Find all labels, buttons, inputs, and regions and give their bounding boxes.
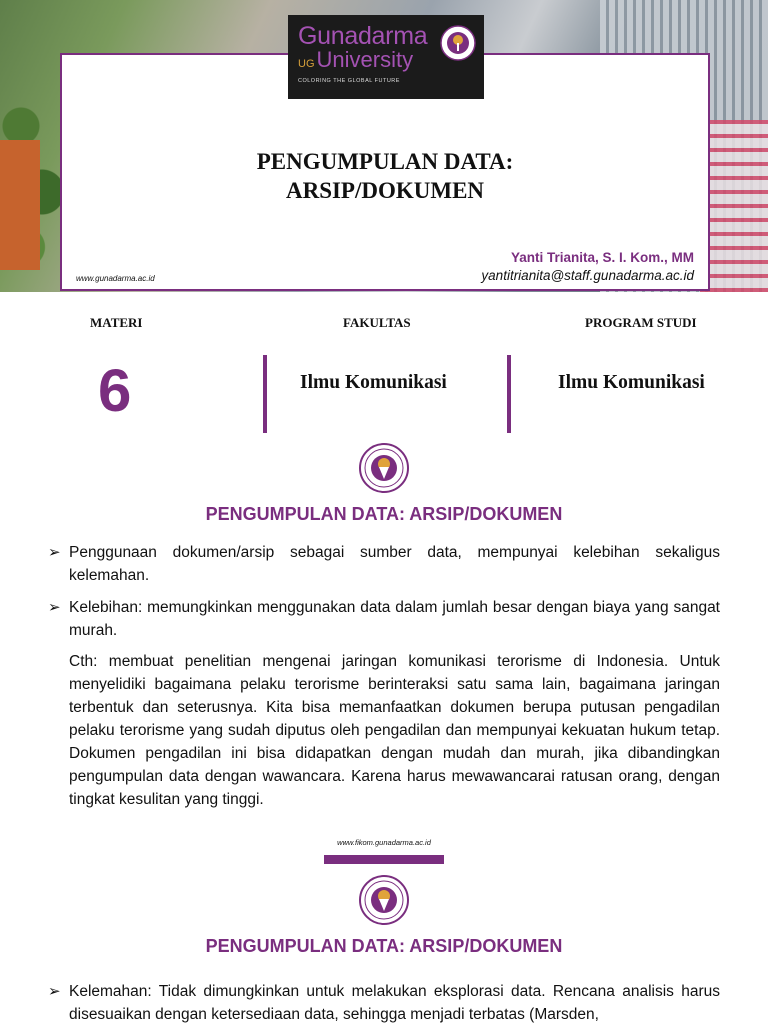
prodi-label: PROGRAM STUDI xyxy=(585,315,697,330)
divider xyxy=(507,355,511,433)
author-name: Yanti Trianita, S. I. Kom., MM xyxy=(510,250,694,265)
footer-url[interactable]: www.fikom.gunadarma.ac.id xyxy=(337,838,431,847)
cover-background xyxy=(0,0,768,292)
fakultas-value: Ilmu Komunikasi xyxy=(300,372,447,393)
logo-ug: UG xyxy=(298,58,315,70)
arrow-bullet-icon: ➢ xyxy=(48,599,61,616)
materi-label: MATERI xyxy=(90,315,143,330)
author-email[interactable]: yantitrianita@staff.gunadarma.ac.id xyxy=(481,268,694,283)
cover-title-line: PENGUMPULAN DATA: xyxy=(256,149,514,174)
arrow-bullet-icon: ➢ xyxy=(48,983,61,1000)
university-seal-icon xyxy=(359,443,409,493)
fakultas-label: FAKULTAS xyxy=(343,315,411,330)
materi-number: 6 xyxy=(98,357,132,424)
arrow-bullet-icon: ➢ xyxy=(48,544,61,561)
university-seal-icon xyxy=(359,875,409,925)
prodi-value: Ilmu Komunikasi xyxy=(558,372,705,393)
list-item-text: Kelemahan: Tidak dimungkinkan untuk melakukan eksplorasi data. Rencana analisis harus disesuaikan dengan ketersediaan data, sehingga menjadi terbatas (Marsden, xyxy=(69,983,720,1023)
list-item-text: Kelebihan: memungkinkan menggunakan data dalam jumlah besar dengan biaya yang sangat murah. xyxy=(69,599,720,639)
cover-card xyxy=(60,22,710,291)
section-heading: PENGUMPULAN DATA: ARSIP/DOKUMEN xyxy=(205,936,563,956)
seal-icon xyxy=(440,25,476,61)
cover-title xyxy=(62,147,708,205)
cover-title-line: ARSIP/DOKUMEN xyxy=(285,178,485,203)
example-paragraph: Cth: membuat penelitian mengenai jaringan komunikasi terorisme di Indonesia. Untuk menyelidiki bagaimana pelaku terorisme berinteraksi satu sama lain, bagaimana jaringan terbentuk dan seterusnya. Kita bisa memanfaatkan dokumen berupa putusan pengadilan pelaku terorisme yang sudah diputus oleh pengadilan dan mempunyai kekuatan hukum tetap. Dokumen pengadilan ini bisa didapatkan dengan mudah dan murah, jika dibandingkan pengumpulan data dengan wawancara. Karena harus mewawancarai ratusan orang, dengan tingkat kesulitan yang tinggi. xyxy=(69,653,720,808)
university-logo xyxy=(288,15,484,99)
building-decoration xyxy=(700,120,768,292)
building-decoration xyxy=(0,140,40,270)
list-item-text: Penggunaan dokumen/arsip sebagai sumber data, mempunyai kelebihan sekaligus kelemahan. xyxy=(69,544,720,584)
logo-university: University xyxy=(316,47,414,72)
website-link[interactable]: www.gunadarma.ac.id xyxy=(76,274,155,283)
list-item xyxy=(50,980,720,1024)
logo-tagline: COLORING THE GLOBAL FUTURE xyxy=(298,78,400,84)
list-item xyxy=(50,596,720,642)
footer-bar xyxy=(324,855,444,864)
divider xyxy=(263,355,267,433)
list-item xyxy=(50,541,720,587)
section-heading: PENGUMPULAN DATA: ARSIP/DOKUMEN xyxy=(205,504,563,524)
logo-text: Gunadarma xyxy=(298,22,428,50)
